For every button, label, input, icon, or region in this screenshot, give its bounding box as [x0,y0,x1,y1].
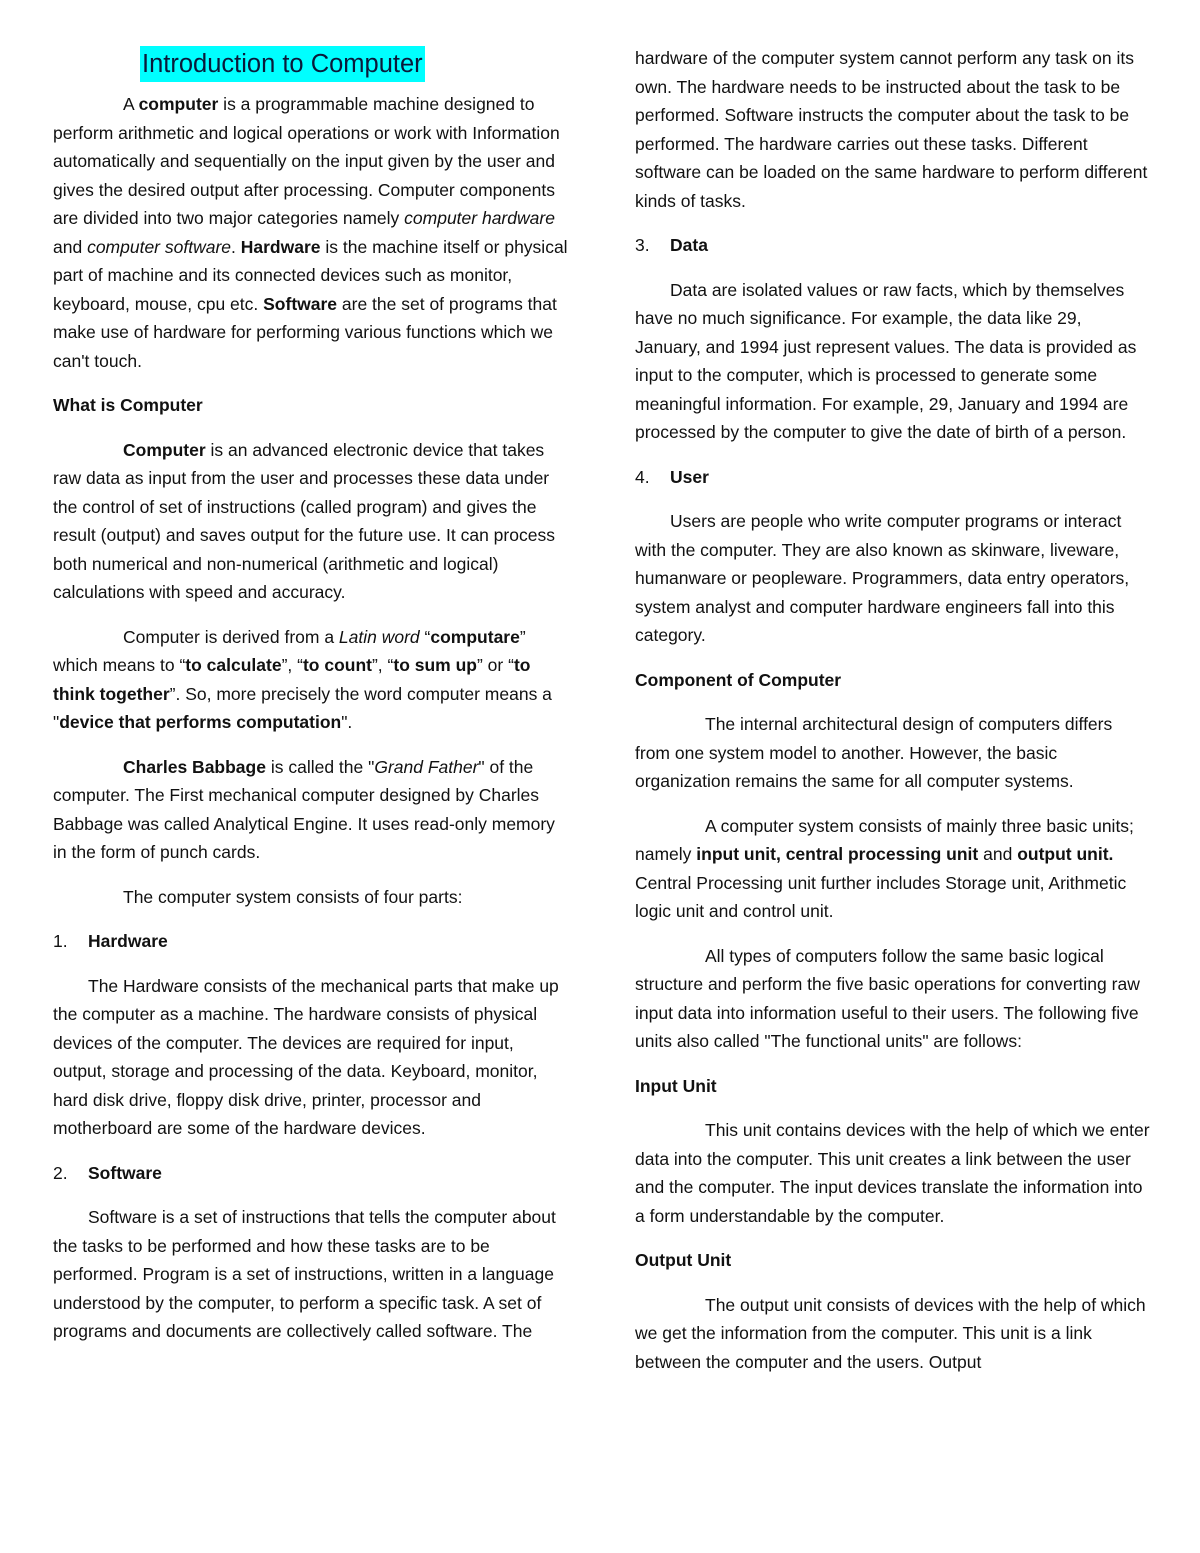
right-column [635,44,1150,1392]
intro-paragraph [53,90,568,375]
units-bold-input-cpu: input unit, central processing unit [696,844,979,864]
component-paragraph: The internal architectural design of computers differs from one system model to another. However, the basic organization remains the same for all computer systems. [635,714,1113,791]
part-hardware-heading [53,927,568,956]
derived-bold-device: device that performs computation [59,712,342,732]
part-number: 1. [53,931,68,951]
intro-pre: A [123,94,139,114]
derived-text-2: “ [419,626,431,647]
component-heading: Component of Computer [635,669,842,690]
babbage-text-1: is called the " [265,756,375,777]
part-label: Hardware [88,931,168,951]
part-number: 4. [635,466,650,487]
part-software-heading [53,1159,568,1188]
intro-bold-computer: computer [138,94,219,114]
units-text-1: A computer system consists of mainly three basic units; namely [635,815,1134,864]
input-unit-heading: Input Unit [635,1075,717,1096]
output-unit-heading: Output Unit [635,1250,732,1270]
functional-paragraph: All types of computers follow the same basic logical structure and perform the five basic operations for converting raw input data into information useful to their users. The following five units also called "The functional units" are follows: [635,945,1140,1051]
derived-text-1: Computer is derived from a [123,626,339,647]
part-number: 2. [53,1162,68,1183]
part-number: 3. [635,235,650,255]
what-text: is an advanced electronic device that takes raw data as input from the user and processes these data under the control of set of instructions (called program) and gives the result (output) and saves output for the future use. It can process both numerical and non-numerical (arithmetic and logical) calculations with speed and accuracy. [53,439,555,602]
derived-bold-computare: computare [430,626,520,647]
derived-paragraph [53,623,568,737]
part-user-text: Users are people who write computer programs or interact with the computer. They are also known as skinware, liveware, humanware or peopleware. Programmers, data entry operators, system analyst and computer hardware engineers fall into this category. [635,511,1130,645]
intro-bold-software: Software [263,293,338,314]
part-software-text: Software is a set of instructions that tells the computer about the tasks to be performed and how these tasks are to be performed. Program is a set of instructions, written in a language understood by the computer, to perform a specific task. A set of programs and documents are collectively called software. The [53,1207,556,1341]
derived-text-3: ” which means to “ [53,626,526,675]
part-software-continued: hardware of the computer system cannot perform any task on its own. The hardware needs to be instructed about the task to be performed. Software instructs the computer about the task to be performed. The hardware carries out these tasks. Different software can be loaded on the same hardware to perform different kinds of tasks. [635,48,1148,211]
part-data-heading [635,231,1150,260]
intro-text-1: is a programmable machine designed to perform arithmetic and logical operations or work with Information automatically and sequentially on the input given by the user and gives the desired output after processing. Computer components are divided into two major categories namely [53,94,560,228]
derived-bold-think-together: to think together [53,655,531,704]
what-paragraph [53,436,568,607]
part-user-heading [635,463,1150,492]
part-data-text: Data are isolated values or raw facts, which by themselves have no much significance. For example, the data like 29, January, and 1994 just represent values. The data is provided as input to the computer, which is processed to generate some meaningful information. For example, 29, January and 1994 are processed by the computer to give the date of birth of a person. [635,279,1137,442]
derived-italic-latin: Latin word [338,626,420,647]
parts-intro: The computer system consists of four parts: [123,886,463,907]
derived-text-6: ” or “ [476,655,514,675]
derived-text-5: ”, “ [371,655,394,675]
part-hardware-text: The Hardware consists of the mechanical parts that make up the computer as a machine. The hardware consists of physical devices of the computer. The devices are required for input, output, storage and processing of the data. Keyboard, monitor, hard disk drive, floppy disk drive, printer, processor and motherboard are some of the hardware devices. [53,975,559,1138]
babbage-bold-name: Charles Babbage [123,756,266,777]
input-unit-paragraph: This unit contains devices with the help of which we enter data into the computer. This unit creates a link between the user and the computer. The input devices translate the information into a form understandable by the computer. [635,1120,1150,1226]
part-label: User [670,466,709,487]
what-is-computer-heading: What is Computer [53,395,203,415]
derived-bold-count: to count [302,655,372,675]
what-bold-computer: Computer [123,439,206,460]
intro-bold-hardware: Hardware [240,236,321,257]
babbage-text-2: " of the computer. The First mechanical computer designed by Charles Babbage was called Analytical Engine. It uses read-only memory in the form of punch cards. [53,756,555,862]
page-title: Introduction to Computer [140,46,425,82]
units-text-2: and [978,844,1018,864]
intro-text-5: are the set of programs that make use of hardware for performing various functions which we can't touch. [53,293,557,371]
units-text-3: Central Processing unit further includes Storage unit, Arithmetic logic unit and control unit. [635,872,1127,921]
intro-text-3: . [231,236,241,257]
intro-italic-hardware: computer hardware [404,208,555,228]
intro-text-4: is the machine itself or physical part of machine and its connected devices such as monitor, keyboard, mouse, cpu etc. [53,236,568,314]
units-paragraph [635,812,1150,926]
intro-text-2: and [53,236,88,257]
derived-text-7: ”. So, more precisely the word computer means a " [53,683,552,732]
derived-bold-sum-up: to sum up [393,655,477,675]
title-wrap [53,46,568,82]
left-column [53,40,568,1362]
intro-italic-software: computer software [87,236,232,257]
derived-text-8: ". [341,712,353,732]
part-label: Software [88,1162,162,1183]
babbage-paragraph [53,753,568,867]
babbage-italic-grand-father: Grand Father [374,756,479,777]
part-label: Data [670,235,708,255]
output-unit-paragraph: The output unit consists of devices with the help of which we get the information from the computer. This unit is a link between the computer and the users. Output [635,1294,1146,1372]
units-bold-output: output unit. [1017,844,1114,864]
derived-bold-calculate: to calculate [185,655,282,675]
derived-text-4: ”, “ [281,655,303,675]
